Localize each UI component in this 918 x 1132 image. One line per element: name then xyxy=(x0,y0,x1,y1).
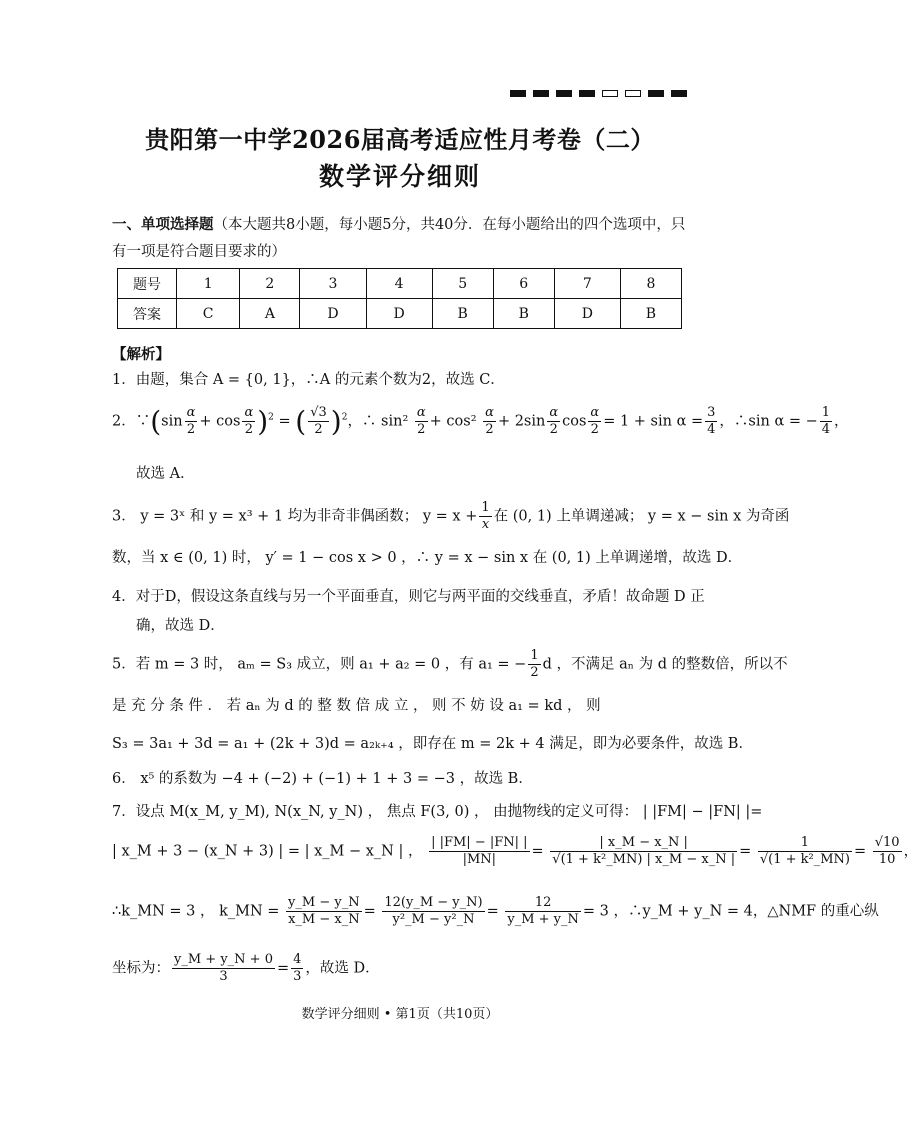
solution-2-text: sin xyxy=(161,413,183,430)
fraction: $\frac{1}{x}$ xyxy=(481,500,490,532)
analysis-label: 【解析】 xyxy=(112,346,170,363)
solution-1: 1．由题，集合 A = {0, 1}，∴A 的元素个数为2，故选 C． xyxy=(112,372,505,388)
fraction: $\frac{√3}{2}$ xyxy=(310,405,327,437)
fraction: $\frac{| x\_M - x\_N |}{\text{√(1 + k²\_MN) | x\_M − x\_N |}}$ xyxy=(552,835,736,867)
solution-2-text: + cos xyxy=(199,413,241,430)
marker-block xyxy=(556,90,572,97)
solution-2-text: 2．∵ xyxy=(112,413,151,430)
fraction: $\frac{y\_M + y\_N + 0}{3}$ xyxy=(174,952,273,984)
solution-5-cont1: 是 充 分 条 件 ． 若 aₙ 为 d 的 整 数 倍 成 立 ， 则 不 妨 设 a₁ = kd ， 则 xyxy=(112,698,601,714)
solution-7-text: ，故选 D． xyxy=(305,960,380,977)
fraction: $\frac{y\_M - y\_N}{x\_M - x\_N}$ xyxy=(288,895,360,927)
solution-3-cont: 数，当 x ∈ (0, 1) 时， y′ = 1 − cos x > 0 ，∴ y = x − sin x 在 (0, 1) 上单调递增，故选 D． xyxy=(112,550,743,566)
table-cell: 5 xyxy=(432,269,493,299)
table-cell: B xyxy=(432,299,493,329)
solution-7: 7．设点 M(x_M, y_M), N(x_N, y_N) ， 焦点 F(3, 0) ， 由抛物线的定义可得： | |FM| − |FN| |= xyxy=(112,804,763,820)
fraction: $\frac{| |FM| - |FN| |}{|MN|}$ xyxy=(431,835,528,867)
solution-7-cont3: 坐标为： $\frac{y\_M + y\_N + 0}{3}$ = $\frac{4}{3}$ ，故选 D． xyxy=(112,952,380,984)
marker-block xyxy=(533,90,549,97)
solution-4: 4．对于D，假设这条直线与另一个平面垂直，则它与两平面的交线垂直，矛盾！故命题 D 正 xyxy=(112,589,705,605)
table-row-answers xyxy=(118,299,682,329)
table-cell: 2 xyxy=(240,269,300,299)
table-cell: 4 xyxy=(366,269,432,299)
document-subtitle: 数学评分细则 xyxy=(318,162,481,191)
table-cell: A xyxy=(240,299,300,329)
marker-block xyxy=(671,90,687,97)
table-cell: 8 xyxy=(620,269,681,299)
fraction: $\frac{1}{4}$ xyxy=(821,405,831,437)
solution-2-text: ， xyxy=(834,413,849,430)
solution-5-text: 5．若 m = 3 时， aₘ = S₃ 成立，则 a₁ + a₂ = 0 ，有 a₁ = − xyxy=(112,656,527,673)
marker-block xyxy=(510,90,526,97)
solution-2-conclusion: 故选 A． xyxy=(136,466,195,482)
solution-7-cont2: ∴k_MN = 3 ， k_MN = $\frac{y\_M - y\_N}{x\_M - x\_N}$ = $\frac{12(y\_M - y\_N)}{\text{y²\_M − y²\_N}}$ = $\frac{12}{y\_M + y\_N}$ = 3 ，∴y_M + y_N = 4，△NMF 的重心纵 xyxy=(112,895,879,927)
solution-5-cont2: S₃ = 3a₁ + 3d = a₁ + (2k + 3)d = a₂ₖ₊₄ ，即存在 m = 2k + 4 满足，即为必要条件，故选 B． xyxy=(112,736,753,752)
marker-block xyxy=(648,90,664,97)
marker-block xyxy=(602,90,618,97)
section-heading xyxy=(112,211,692,266)
paren-close: ) xyxy=(257,405,269,438)
fraction: $\frac{1}{\text{√(1 + k²\_MN)}}$ xyxy=(759,835,850,867)
solution-5 xyxy=(112,648,788,681)
table-cell: 6 xyxy=(493,269,554,299)
section-description: （本大题共8小题，每小题5分，共40分．在每小题给出的四个选项中，只有一项是符合题目要求的） xyxy=(112,217,686,260)
solution-2-text: = 1 + sin α = xyxy=(603,413,704,430)
fraction: $\frac{1}{2}$ xyxy=(530,648,539,680)
solution-2-text: = xyxy=(278,413,291,430)
solution-2-text: + cos² xyxy=(429,413,482,430)
paren-open: ( xyxy=(150,405,162,438)
table-cell: 7 xyxy=(554,269,620,299)
table-cell: B xyxy=(620,299,681,329)
solution-3 xyxy=(112,500,790,533)
solution-4-cont: 确，故选 D． xyxy=(136,618,225,634)
page-footer: 数学评分细则 • 第1页（共10页） xyxy=(301,1007,499,1022)
table-cell: D xyxy=(554,299,620,329)
solution-6: 6． x⁵ 的系数为 −4 + (−2) + (−1) + 1 + 3 = −3 ，故选 B． xyxy=(112,771,533,787)
section-title: 一、单项选择题 xyxy=(112,216,214,233)
answer-table xyxy=(117,268,682,329)
solution-5-text: d ，不满足 aₙ 为 d 的整数倍，所以不 xyxy=(542,656,788,673)
fraction: $\frac{√10}{10}$ xyxy=(874,835,900,867)
solution-7-text: ∴k_MN = 3 ， k_MN = xyxy=(112,903,280,920)
table-cell: 1 xyxy=(177,269,240,299)
solution-2-text: cos xyxy=(562,413,587,430)
fraction: $\frac{\alpha}{2}$ xyxy=(549,405,559,437)
table-cell: B xyxy=(493,299,554,329)
table-cell: D xyxy=(366,299,432,329)
header-marker-blocks xyxy=(510,90,687,97)
solution-7-text: = 3 ，∴y_M + y_N = 4，△NMF 的重心纵 xyxy=(582,903,879,920)
solution-3-text: 在 (0, 1) 上单调递减； y = x − sin x 为奇函 xyxy=(493,508,790,525)
fraction: $\frac{\alpha}{2}$ xyxy=(186,405,196,437)
fraction: $\frac{12(y\_M - y\_N)}{\text{y²\_M − y²\_N}}$ xyxy=(384,895,483,927)
fraction: $\frac{\alpha}{2}$ xyxy=(244,405,254,437)
table-cell: 3 xyxy=(300,269,366,299)
fraction: $\frac{\alpha}{2}$ xyxy=(590,405,600,437)
fraction: $\frac{4}{3}$ xyxy=(293,952,302,984)
table-row-numbers xyxy=(118,269,682,299)
fraction: $\frac{12}{y\_M + y\_N}$ xyxy=(507,895,579,927)
paren-open: ( xyxy=(295,405,307,438)
solution-7-text: 坐标为： xyxy=(112,960,170,977)
fraction: $\frac{\alpha}{2}$ xyxy=(485,405,494,437)
marker-block xyxy=(625,90,641,97)
solution-7-text: | x_M + 3 − (x_N + 3) | = | x_M − x_N | ， xyxy=(112,843,423,860)
solution-2-text: + 2sin xyxy=(497,413,546,430)
marker-block xyxy=(579,90,595,97)
solution-3-text: 3． y = 3ˣ 和 y = x³ + 1 均为非奇非偶函数； y = x + xyxy=(112,508,478,525)
paren-close: ) xyxy=(330,405,342,438)
document-title: 贵阳第一中学2026届高考适应性月考卷（二） xyxy=(145,125,655,154)
fraction: $\frac{3}{4}$ xyxy=(707,405,716,437)
solution-2-text: ，∴sin α = − xyxy=(719,413,818,430)
fraction: $\frac{\alpha}{2}$ xyxy=(416,405,426,437)
solution-7-cont1: | x_M + 3 − (x_N + 3) | = | x_M − x_N | ， $\frac{| |FM| - |FN| |}{|MN|}$ = $\frac{| x\_M - x\_N |}{\text{√(1 + k²\_MN) | x\_M − x\_N |}}$ = $\frac{1}{\text{√(1 + k²\_MN)}}$ = $\frac{√10}{10}$ ， xyxy=(112,835,918,867)
table-cell: C xyxy=(177,299,240,329)
table-row-label: 题号 xyxy=(118,269,177,299)
table-cell: D xyxy=(300,299,366,329)
table-row-label: 答案 xyxy=(118,299,177,329)
solution-2: 2．∵(sin $\frac{\alpha}{2}$ + cos $\frac{\alpha}{2}$ )$^2$ = ( $\frac{√3}{2}$ )$^2$，∴ sin² $\frac{\alpha}{2}$ + cos² $\frac{\alpha}{2}$ + 2sin $\frac{\alpha}{2}$ cos $\frac{\alpha}{2}$ = 1 + sin α = $\frac{3}{4}$ ，∴sin α = − $\frac{1}{4}$ ， xyxy=(112,405,849,438)
solution-2-text: ，∴ sin² xyxy=(347,413,413,430)
